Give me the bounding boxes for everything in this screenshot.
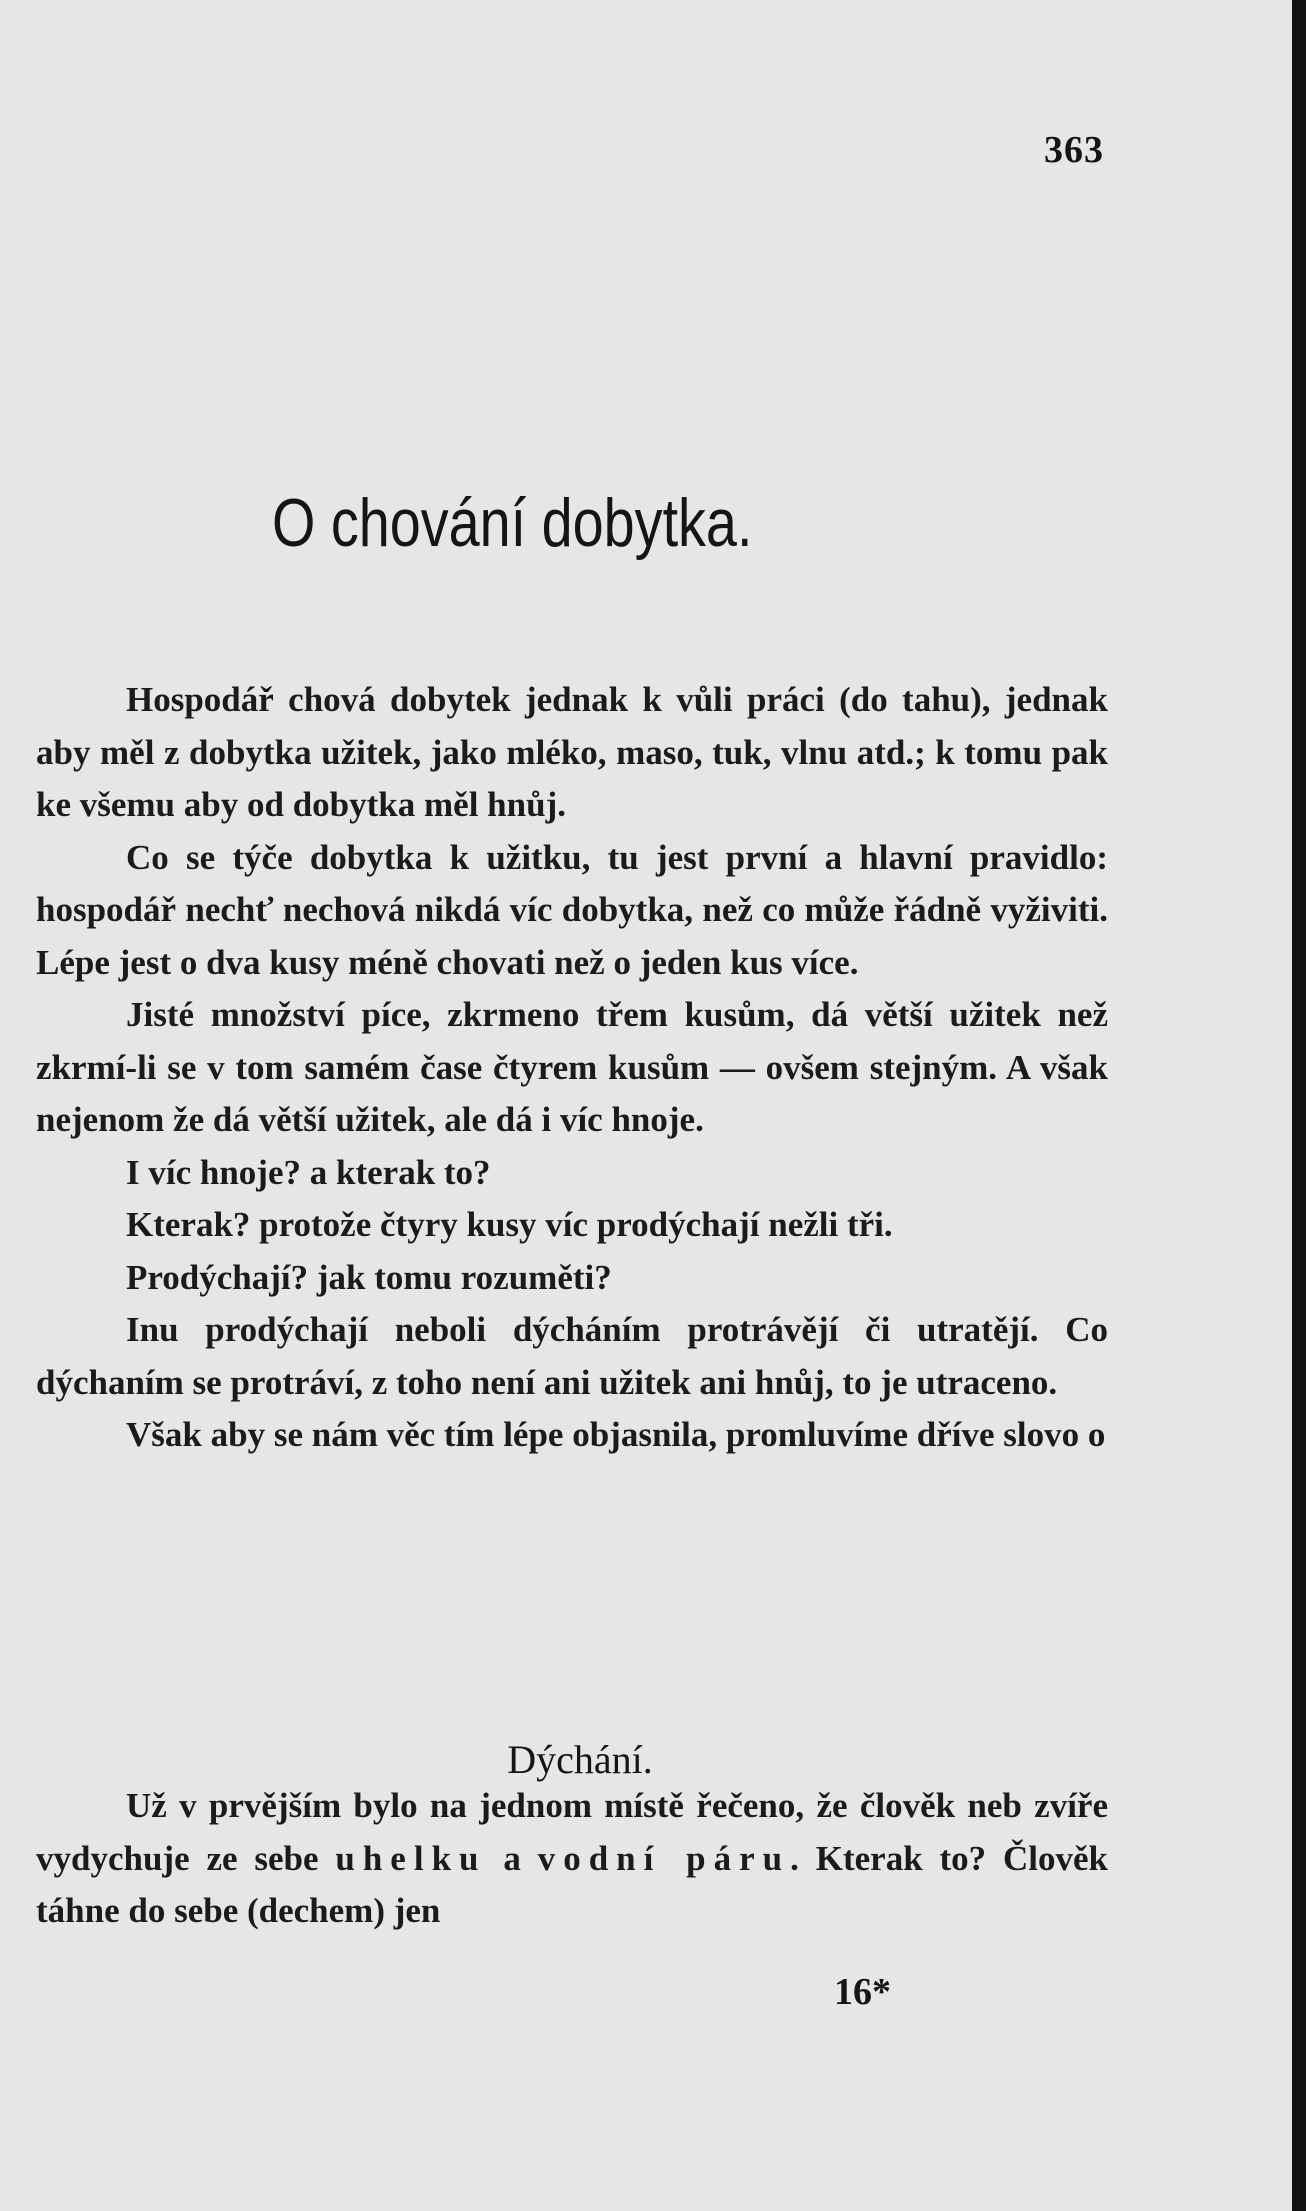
paragraph bbox=[36, 1780, 1108, 1938]
paragraph: Prodýchají? jak tomu rozuměti? bbox=[126, 1257, 612, 1297]
paragraph: Co se týče dobytka k užitku, tu jest první a hlavní pravidlo: hospodář nechť nechová nikdá víc dobytka, než co může řádně vyživiti. Lépe jest o dva kusy méně chovati než o jeden kus více. bbox=[36, 837, 1108, 982]
scan-border bbox=[1292, 0, 1306, 2211]
page-number: 363 bbox=[1044, 129, 1104, 171]
text-run: Už v prvějším bylo na jednom místě řečeno, že člověk neb zvíře vydychuje ze sebe bbox=[36, 1786, 1108, 1878]
body-text-continued bbox=[36, 1780, 1108, 1938]
paragraph: Kterak? protože čtyry kusy víc prodýchají nežli tři. bbox=[126, 1205, 893, 1244]
paragraph: I víc hnoje? a kterak to? bbox=[126, 1152, 491, 1192]
paragraph: Inu prodýchají neboli dýcháním protrávějí či utratějí. Co dýchaním se protráví, z toho není ani užitek ani hnůj, to je utraceno. bbox=[36, 1310, 1108, 1402]
emphasized-term: uhelku bbox=[335, 1838, 487, 1878]
paragraph: Hospodář chová dobytek jednak k vůli práci (do tahu), jednak aby měl z dobytka užitek, jako mléko, maso, tuk, vlnu atd.; k tomu pak ke všemu aby od dobytka měl hnůj. bbox=[36, 680, 1108, 824]
body-text bbox=[36, 674, 1108, 1462]
paragraph: Jisté množství píce, zkrmeno třem kusům, dá větší užitek než zkrmí-li se v tom samém čase čtyrem kusům — ovšem stejným. A však nejenom že dá větší užitek, ale dá i víc hnoje. bbox=[36, 995, 1108, 1139]
chapter-title: O chování dobytka. bbox=[272, 485, 753, 561]
text-run: a bbox=[486, 1838, 538, 1878]
section-heading: Dýchání. bbox=[507, 1737, 653, 1782]
text-run: . Kterak to? Člověk táhne do sebe (dechem) jen bbox=[36, 1838, 1108, 1930]
paragraph: Však aby se nám věc tím lépe objasnila, promluvíme dříve slovo o bbox=[126, 1415, 1106, 1454]
signature-mark: 16* bbox=[834, 1971, 891, 2013]
emphasized-term: vodní páru bbox=[537, 1838, 791, 1878]
